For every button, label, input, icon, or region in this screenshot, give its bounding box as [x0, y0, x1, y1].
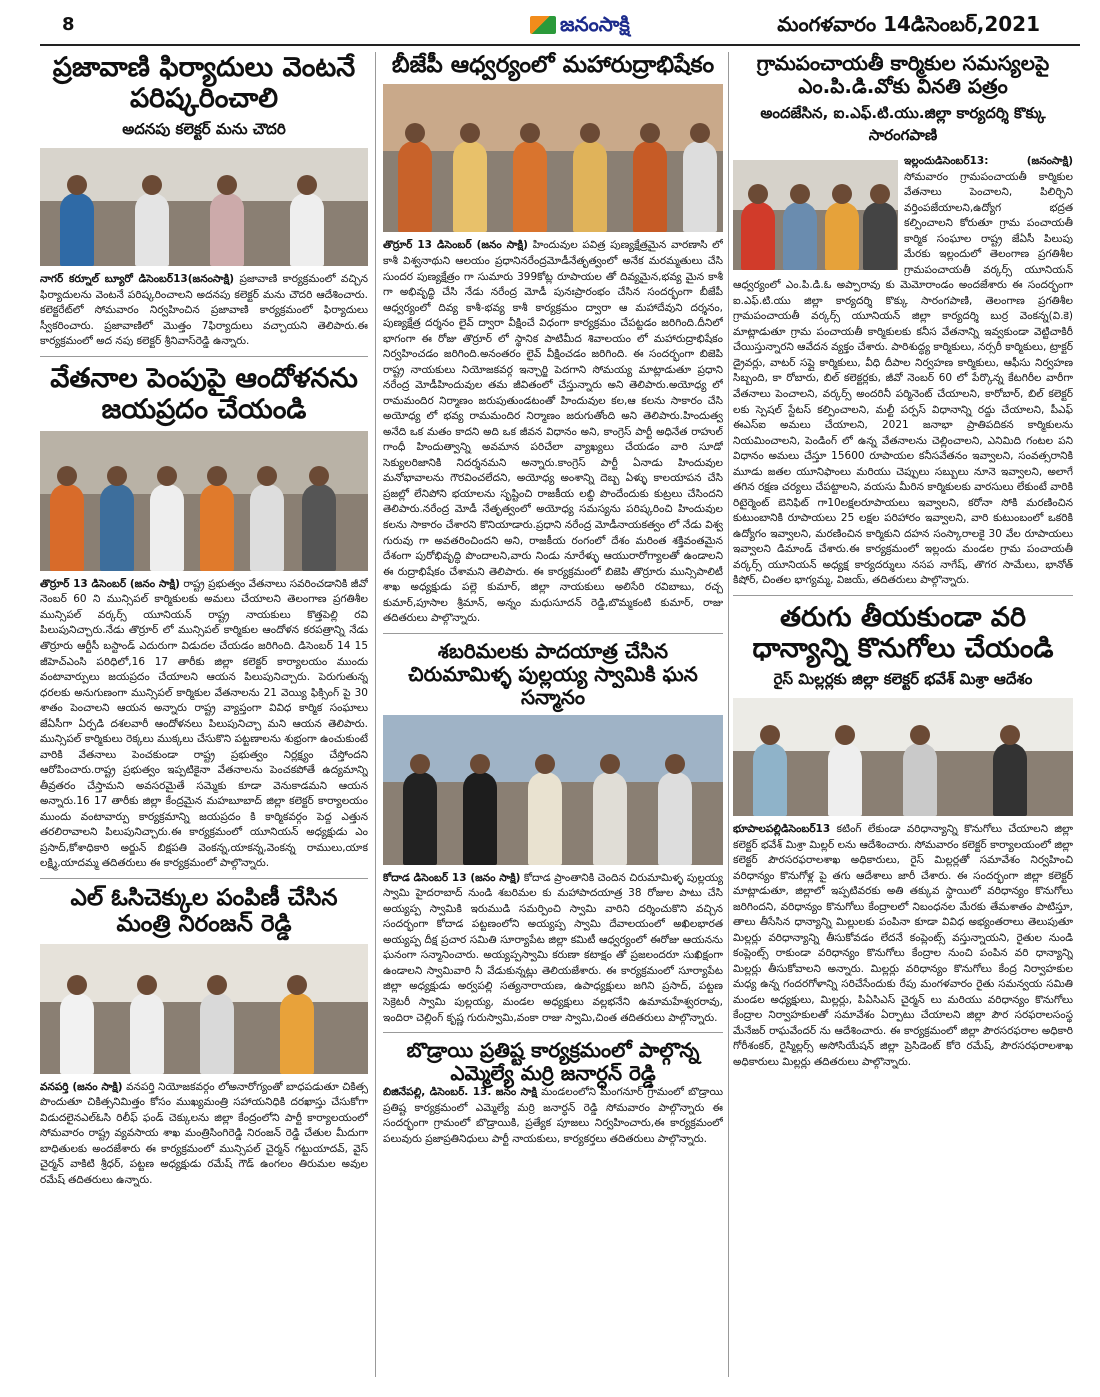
column-2 — [383, 52, 723, 1377]
article-body — [383, 1085, 723, 1147]
article-body — [40, 577, 368, 872]
article-body — [40, 272, 368, 350]
article-photo — [733, 698, 1073, 816]
column-divider — [728, 52, 729, 1377]
article-sabarimala — [383, 640, 723, 1026]
masthead — [40, 10, 1080, 46]
article-loc-cheques — [40, 885, 368, 1189]
article-body — [733, 822, 1073, 1071]
divider — [40, 356, 368, 357]
article-dateline: ఇల్లందుడిసెంబర్13: (జనంసాక్షి) — [904, 155, 1073, 167]
article-wage-protest — [40, 363, 368, 872]
paper-logo — [530, 12, 630, 41]
article-dateline: నాగర్ కర్నూల్ బ్యూరో డిసెంబర్13(జనంసాక్షి) — [40, 273, 235, 286]
article-headline: గ్రామపంచాయతీ కార్మికుల సమస్యలపై ఎం.పి.డి.వోకు వినతి పత్రం — [756, 52, 1050, 98]
article-photo — [40, 944, 368, 1074]
article-text: కటింగ్ లేకుండా వరిధాన్యాన్ని కొనుగోలు చేయాలని జిల్లా కలెక్టర్ భవేశ్ మిశ్రా మిల్లర్ లను ఆదేశించారు. సోమవారం కలెక్టర్ కార్యాలయంలో జిల్లా కలెక్టర్ పౌరసరఫరాలశాఖ అధికారులు, రైస్ మిల్లర్లతో సమావేశం నిర్వహించి వరిధాన్యం కొనుగోళ్ల పై తగు ఆదేశాలు జారీ చేశారు. ఈ సందర్భంగా జిల్లా కలెక్టర్ మాట్లాడుతూ, జిల్లాలో ఇప్పటివరకు అతి తక్కువ స్థాయిలో వరిధాన్యం కొనుగోలు జరిగిందని, వరిధాన్యం కొనుగోలు కేంద్రాలలో నిబంధనల మేరకు తేమశాతం పాటిస్తూ, తాలు తీసేసిన ధాన్యాన్ని మిల్లులకు పంపినా కూడా వివిధ అభ్యంతరాలు తెలుపుతూ మిల్లర్లు వరిధాన్యాన్ని తీసుకోవడం లేదనే కంప్లెంట్స్ వస్తున్నాయని, రైతుల నుండి కంప్లెంట్స్ రాకుండా వరిధాన్యం కొనుగోలు కేంద్రాల నుంచి పంపిన వరి ధాన్యాన్ని మిల్లర్లు తీసుకోవాలని అన్నారు. మిల్లర్లు వరిధాన్యం కొనుగోలు కేంద్ర నిర్వాహకుల మధ్య ఉన్న గందరగోళాన్ని సరిచేసేందుకు రేపు మంగళవారం రైతు సమన్వయ సమితి మండల అధ్యక్షులు, మిల్లర్లు, పిఏసిఎస్ చైర్మన్ లు మరియు వరిధాన్యం కొనుగోలు కేంద్రాల నిర్వాహకులతో సమావేశం ఏర్పాటు చేయాలని జిల్లా పౌర సరఫరాలసంస్థ మేనేజర్ రాఘవేందర్ ను ఆదేశించారు. ఈ కార్యక్రమంలో జిల్లా పౌరసరఫరాల అధికారి గోరీశంకర్, రైస్మిల్లర్స్ అసోసియేషన్ జిల్లా ప్రెసిడెంట్ కోరె రమేష్, పౌరసరఫరాలశాఖ అధికారులు మిల్లర్లు తదితరులు పాల్గొన్నారు. — [733, 822, 1073, 1068]
article-dateline: బిజినేపల్లి, డిసెంబర్. 13. జనం సాక్షి — [383, 1086, 537, 1099]
article-dateline: తొర్రూర్ 13 డిసెంబర్ (జనం సాక్షి) — [40, 577, 180, 590]
article-headline: బీజేపీ ఆధ్వర్యంలో మహారుద్రాభిషేకం — [391, 52, 715, 78]
divider — [383, 1032, 723, 1033]
divider — [733, 595, 1073, 596]
issue-date: మంగళవారం 14డిసెంబర్,2021 — [777, 12, 1040, 36]
article-photo — [40, 148, 368, 266]
article-dateline: వనపర్తి (జనం సాక్షి) — [40, 1080, 123, 1093]
article-text: కోదాడ ప్రాంతానికి చెందిన చిరుమామిళ్ళ పుల్లయ్య స్వామి హైదరాబాద్ నుండి శబరిమల కు మహాపాదయాత్ర 38 రోజుల పాటు చేసి అయ్యప్ప స్వామికి ఇరుముడి సమర్పించి స్వామి వారిని దర్శించుకొని వచ్చిన సందర్భంగా కోదాడ పట్టణంలోని అయ్యప్ప స్వామి దేవాలయంలో అఖిలభారత అయ్యప్ప దీక్ష ప్రచార సమితి సూర్యాపేట జిల్లా కమిటీ ఆధ్వర్యంలో ఈరోజు ఆయనను ఘనంగా సన్మానించారు. అయ్యప్పస్వామి కరుణా కటాక్షం తో ప్రజలందరూ సుఖిక్షంగా ఉండాలని స్వామివారి నీ వేడుకున్నట్లు తెలియజేశారు. ఈ కార్యక్రమంలో సూర్యాపేట జిల్లా అధ్యక్షుడు అర్వపల్లి సత్యనారాయణ, ఉపాధ్యక్షులు జగిని ప్రసాద్, పట్టణ సెక్రెటరీ స్వామి పుల్లయ్య, మండల అధ్యక్షులు వల్లభనేని ఉమామహేశ్వరరావు, ఇందిరా చెల్లింగ్ కృష్ణ గురుస్వామి,వంకా రాజు స్వామి,చింత తదితరులు పాల్గొన్నారు. — [383, 871, 723, 1024]
article-subheadline: అదనపు కలెక్టర్ మను చౌదరి — [122, 120, 286, 139]
article-prajavani — [40, 52, 368, 350]
article-dateline: కోదాడ డిసెంబర్ 13 (జనం సాక్షి) — [383, 871, 521, 884]
article-text: రాష్ట్ర ప్రభుత్వం వేతనాలు సవరించడానికి జీవో నెంబర్ 60 ని మున్సిపల్ కార్మికులకు అమలు చేయాలని తెలంగాణ ప్రగతిశీల మున్సిపల్ వర్కర్స్ యూనియన్ రాష్ట్ర నాయకులు కొత్తపెల్లి రవి పిలుపునిచ్చారు.నేడు తొర్రూర్ లో మున్సిపల్ కార్మికుల ఆందోళన కరపత్రాన్ని నేడు తొర్రూరు ఆర్టీసీ బస్టాండ్ ఎదురుగా విడుదల చేయడం జరిగింది. డిసెంబర్ 14 15 జీహెచ్ఎంసి పరిధిలో,16 17 తారీకు జిల్లా కలెక్టర్ కార్యాలయం ముందు వంటావార్పులు జయప్రదం చేయాలని ఆయన పిలుపునిచ్చారు. పెరుగుతున్న ధరలకు అనుగుణంగా మున్సిపల్ కార్మికుల వేతనాలను 21 వెయ్యి ఫిక్సింగ్ పై 30 శాతం పెంచాలని ఆయన అన్నారు రాష్ట్ర వ్యాప్తంగా వివిధ కార్మిక సంఘాలు జేఏసీగా ఏర్పడి దశలవారీ ఆందోళనలు పిలుపునిచ్చా మని ఆయన తెలిపారు. మున్సిపల్ కార్మికులు రెక్కలు ముక్కలు చేసుకొని పట్టణాలను శుభ్రంగా ఉంచుకుంటే వారికి వేతనాలు పెంచకుండా రాష్ట్ర ప్రభుత్వం నిర్లక్ష్యం చేస్తోందని ఆరోపించారు.రాష్ట్ర ప్రభుత్వం ఇప్పటికైనా వేతనాలను పెంచకపోతే ఉద్యమాన్ని తీవ్రతరం చేస్తామని అవసరమైతే సమ్మెకు కూడా వెనుకాడమని ఆయన అన్నారు.16 17 తారీకు జిల్లా కేంద్రమైన మహబూబాద్ జిల్లా కలెక్టర్ కార్యాలయం ముందు వంటావార్పు కార్యక్రమాన్ని జయప్రదం కి కార్మికవర్గం పెద్ద ఎత్తున తరలిరావాలని పిలుపునిచ్చారు.ఈ కార్యక్రమంలో యూనియన్ అధ్యక్షుడు ఎం ప్రసాద్,కోశాధికారి అర్జున్ బిక్షపతి వెంకన్న,యాకన్న,వెంకన్న రాములు,యాక లక్ష్మి,యాదమ్మ తదితరులు ఈ కార్యక్రమంలో పాల్గొన్నారు. — [40, 577, 368, 870]
article-subheadline: అందజేసిన, ఐ.ఎఫ్.టి.యు.జిల్లా కార్యదర్శి కొక్కు సారంగపాణి — [760, 104, 1046, 144]
page-number: 8 — [62, 14, 75, 35]
column-3 — [733, 52, 1073, 1377]
article-headline: ఎల్ ఓసిచెక్కుల పంపిణీ చేసిన మంత్రి నిరంజన్ రెడ్డి — [70, 884, 338, 938]
article-headline: శబరిమలకు పాదయాత్ర చేసిన చిరుమామిళ్ళ పుల్లయ్య స్వామికి ఘన సన్మానం — [408, 638, 698, 709]
article-photo — [733, 160, 898, 270]
article-panchayat-workers — [733, 52, 1073, 589]
article-photo — [383, 84, 723, 232]
article-text: ప్రజావాణి కార్యక్రమంలో వచ్చిన ఫిర్యాదులను వెంటనే పరిష్కరించాలని అదనపు కలెక్టర్ మను చౌదరి ఆదేశించారు. కలెక్టరేట్‌లో సోమవారం నిర్వహించిన ప్రజావాణి కార్యక్రమంలో ఫిర్యాదులు స్వీకరించారు. ప్రజావాణిలో మొత్తం 7ఫిర్యాదులు వచ్చాయని తెలిపారు.ఈ కార్యక్రమంలో అద నపు కలెక్టర్ శ్రీనివాస్‌రెడ్డి ఉన్నారు. — [40, 273, 368, 348]
article-paddy-procurement — [733, 602, 1073, 1071]
article-headline: వేతనాల పెంపుపై ఆందోళనను జయప్రదం చేయండి — [50, 362, 358, 425]
article-bodrai — [383, 1039, 723, 1147]
divider — [40, 878, 368, 879]
article-text: వనపర్తి నియోజకవర్గం లోఅనారోగ్యంతో బాధపడుతూ చికిత్స పొందుతూ చికిత్సనిమిత్తం కోసం ముఖ్యమంత్రి సహాయనిధికి దరఖాస్తు చేసుకోగా విడుదలైనఎల్ఓసి రిలీఫ్ ఫండ్ చెక్కులను జిల్లా కేంద్రంలోని పార్టీ కార్యాలయంలో సోమవారం రాష్ట్ర వ్యవసాయ శాఖ మంత్రిసింగిరెడ్డి నిరంజన్ రెడ్డి చేతుల మీదుగా బాధితులకు అందజేశారు ఈ కార్యక్రమంలో మున్సిపల్ చైర్మన్ గట్టుయాదవ్, వైస్ చైర్మన్ వాకిటి శ్రీధర్, పట్టణ అధ్యక్షుడు రమేష్ గౌడ్ ఉంగలం తిరుమల అవుల రమేష్ తదితరులు ఉన్నారు. — [40, 1080, 368, 1186]
article-text: మండలంలోని మంగనూర్ గ్రామంలో బొడ్రాయి ప్రతిష్ట కార్యక్రమంలో ఎమ్మెల్యే మర్రి జనార్ధన్ రెడ్డి సోమవారం పాల్గొన్నారు ఈ సందర్భంగా గ్రామంలో బొడ్రాయికి, ప్రత్యేక పూజలు నిర్వహించారు,ఈ కార్యక్రమంలో పలువురు ప్రజాప్రతినిధులు పార్టీ నాయకులు, కార్యకర్తలు తదితరులు పాల్గొన్నారు. — [383, 1086, 723, 1145]
column-1 — [40, 52, 368, 1377]
article-photo — [40, 431, 368, 571]
column-divider — [375, 52, 376, 1377]
article-dateline: తొర్రూర్ 13 డిసెంబర్ (జనం సాక్షి) — [383, 239, 528, 252]
article-body — [383, 871, 723, 1026]
article-body — [40, 1080, 368, 1189]
article-headline: తరుగు తీయకుండా వరి ధాన్యాన్ని కొనుగోలు చేయండి — [752, 601, 1054, 664]
article-body — [383, 238, 723, 626]
article-dateline: భూపాలపల్లిడిసెంబర్13 — [733, 822, 831, 835]
article-headline: ప్రజావాణి ఫిర్యాదులు వెంటనే పరిష్కరించాలి — [52, 52, 356, 115]
article-headline: బొడ్రాయి ప్రతిష్ట కార్యక్రమంలో పాల్గొన్న ఎమ్మెల్యే మర్రి జనార్ధన్ రెడ్డి — [406, 1038, 700, 1086]
article-text: హిందువుల పవిత్ర పుణ్యక్షేత్రమైన వారణాసి లో కాశీ విశ్వనాథుని ఆలయం ప్రధానినరేంద్రమోడీనేతృత్వంలో అనేక మరమ్మతులు చేసి సుందర పుణ్యక్షేత్రం గా సుమారు 399కోట్ల రూపాయల తో దివ్యమైన,భవ్య మైన కాశీ గా అభివృద్ధి చేసి నేడు నరేంద్ర మోడీ పునఃప్రారంభం చేసిన సందర్భంగా బీజేపీ ఆధ్వర్యంలో దివ్య కాశీ-భవ్య కాశీ కార్యక్రమం ద్వారా ఆ మహాదేవుని దర్శనం, పుణ్యక్షేత్ర దర్శనం లైవ్ ద్వారా వీక్షించే విధంగా కార్యక్రమం చేపట్టడం జరిగింది.దీనిలో భాగంగా ఈ రోజు తొర్రూర్ లో స్థానిక పాటిమీద శివాలయం లో మహారుద్రాభిషేకం నిర్వహించడం జరిగింది.అనంతరం లైవ్ వీక్షించడం జరిగింది. ఈ సందర్భంగా బిజెపి రాష్ట్ర నాయకులు నియోజకవర్గ ఇన్చార్జి పెదగాని సోమయ్య మాట్లాడుతూ ప్రధాని నరేంద్ర మోడీహిందువుల తమ జీవితంలో చేస్తున్నారు అని తెలిపారు.అయోధ్య లో రామమందిర నిర్మాణం జరుపుతుండటంతో హిందువుల కల,ఆ కలను సాకారం చేసి అయోధ్య లో భవ్య రామమందిర నిర్మాణం జరుగుతోంది అని తెలిపారు.హిందుత్వ అనేది ఒక మతం కాదని అది ఒక జీవన విధానం అని, కాంగ్రెస్ పార్టీ అధినేత రాహుల్ గాంధీ హిందుత్వాన్ని అవమాన పరిచేలా వ్యాఖ్యలు చేయడం వారి సూడో సెక్యులరిజానికి నిదర్శనమని అన్నారు.కాంగ్రెస్ పార్టీ ఏనాడు హిందువుల మనోభావాలను గౌరవించలేదని, అయోధ్య అంశాన్ని దెబ్బ ఏళ్ళు కాలయాపన చేసి ప్రజల్లో లేనిపోని భయాలను సృష్టించి రాజకీయ లబ్ధి పొందేందుకు కుట్రలు చేసిందని తెలిపారు.నరేంద్ర మోడీ నేతృత్వంలో అయోధ్య సమస్యను పరిష్కరించి హిందువుల కలను సాకారం చేశారని కొనియాడారు.ప్రధాని నరేంద్ర మోడీనాయకత్వం లో నేడు విశ్వ గురువు గా అవతరించిందని అని, రాజకీయ రంగంలో దేశం మరింత శక్తివంతమైన దేశంగా పురోభివృద్ధి పొందాలని,వారు నిండు నూరేళ్ళు ఆయురారోగ్యాలతో ఉండాలని ఈ రుద్రాభిషేకం చేశామని తెలిపారు. ఈ కార్యక్రమంలో బిజెపి తొర్రూరు మున్సిపాలిటీ శాఖ అధ్యక్షుడు పల్లె కుమార్, జిల్లా నాయకులు అలిసేరి రవిబాబు, రచ్చ కుమార్,పూసాల శ్రీమాన్, అన్నం మధుసూదన్ రెడ్డి,బొమ్మకంటి కుమార్, రాజు తదితరులు పాల్గొన్నారు. — [383, 239, 723, 625]
logo-flag-icon — [530, 16, 556, 34]
article-text: సోమవారం గ్రామపంచాయతీ కార్మికుల వేతనాలు పెంచాలని, పిలిర్చిని వర్తింపజేయాలని,ఉద్యోగ భద్రత కల్పించాలని కోరుతూ గ్రామ పంచాయతీ కార్మిక సంఘాల రాష్ట్ర జేఏసీ పిలుపు మేరకు ఇల్లందులో తెలంగాణ ప్రగతిశీల గ్రామపంచాయతీ వర్కర్స్ యూనియన్ ఆధ్వర్యంలో ఎం.పి.డి.ఓ అప్పారావు కు మెమోరాండం అందజేశారు ఈ సందర్భంగా ఐ.ఎఫ్.టి.యు జిల్లా కార్యదర్శి కొక్కు సారంగపాణి, తెలంగాణ ప్రగతిశీల గ్రామపంచాయతీ వర్కర్స్ యూనియన్ జిల్లా కార్యదర్శి బుర్ర వెంకన్న(వి.కె) మాట్లాడుతూ గ్రామ పంచాయతీ కార్మికులకు కనీస వేతనాన్ని ఇవ్వకుండా వెట్టిచాకిరీ చేయిస్తున్నారని ఆవేదన వ్యక్తం చేశారు. పారిశుద్ధ్య కార్మికులు, నర్సరీ కార్మికులు, ట్రాక్టర్ డ్రైవర్లు, వాటర్ సప్లై కార్మికులు, వీధి దీపాల నిర్వహణ కార్మికులు, ఆఫీసు నిర్వహణ సిబ్బంది, కా రోబారు, బిల్ కలెక్టర్లకు, జీవో నెంబర్ 60 లో పేర్కొన్న కేటగిరీల వారీగా వేతనాలు పెంచాలని, వర్కర్స్ అందరినీ పర్మినెంట్ చేయాలని, కారోబార్, బిల్ కలెక్టర్ లకు స్పెషల్ స్టేటస్ కల్పించాలని, మల్టీ పర్పస్ విధానాన్ని రద్దు చేయాలని, పీఎఫ్ ఈఎస్ఐ అమలు చేయాలని, 2021 జనాభా ప్రాతిపదికన కార్మికులను నియమించాలని, పెండింగ్ లో ఉన్న వేతనాలను చెల్లించాలని, ఎనిమిది గంటల పని విధానం అమలు చేస్తూ 15600 రూపాయల కనీసవేతనం ఇవ్వాలని, సంవత్సరానికి మూడు జతల యూనిఫాంలు మరియు చెప్పులు సబ్బులు నూనె ఇవ్వాలని, అలాగే తగిన రక్షణ చర్యలు చేపట్టాలని, వయసు మీరిన కార్మికులకు వారసులు లేకుంటే వారికి రిటైర్మెంట్ బెనిఫిట్ గా10లక్షలరూపాయలు ఇవ్వాలని, కరోనా సోకి మరణించిన కుటుంబానికి రూపాయలు 25 లక్షల పరిహారం ఇవ్వాలని, వారి కుటుంబంలో ఒకరికి ఉద్యోగం ఇవ్వాలని, మరణించిన కార్మికుని దహన సంస్కారాలకై 30 వేల రూపాయలు ఇవ్వాలని డిమాండ్ చేశారు.ఈ కార్యక్రమంలో ఇల్లందు మండల గ్రామ పంచాయతీ వర్కర్స్ యూనియన్ అధ్యక్ష కార్యదర్శులు నసప నాగేష్, తొగర సామేలు, భానోత్ కిషోర్, చింతల భాగ్యమ్మ, విజయ్, తదితరులు పాల్గొన్నారు. — [733, 170, 1073, 587]
paper-name: జనంసాక్షి — [560, 12, 630, 36]
divider — [383, 633, 723, 634]
article-maharudrabhishekam — [383, 52, 723, 627]
article-subheadline: రైస్ మిల్లర్లకు జిల్లా కలెక్టర్ భవేశ్ మిశ్రా ఆదేశం — [773, 669, 1033, 688]
article-photo — [383, 715, 723, 865]
